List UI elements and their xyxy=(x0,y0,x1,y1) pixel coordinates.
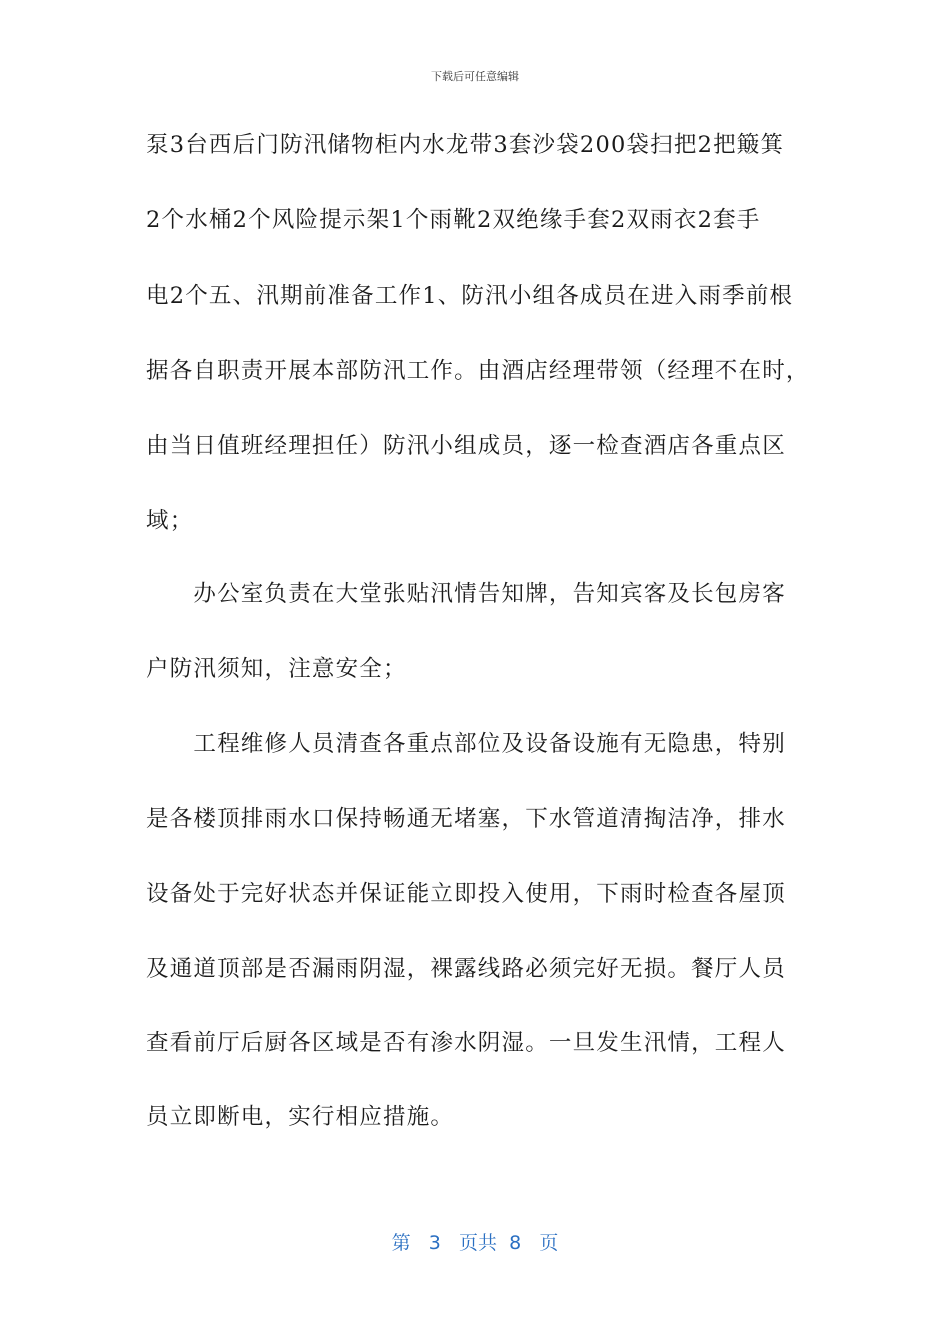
text-line: 办公室负责在大堂张贴汛情告知牌，告知宾客及长包房客 xyxy=(146,581,786,607)
text-line: 员立即断电，实行相应措施。 xyxy=(146,1104,455,1130)
page-footer xyxy=(0,1228,950,1255)
text-line: 工程维修人员清查各重点部位及设备设施有无隐患，特别 xyxy=(146,731,786,757)
footer-page-current: 3 xyxy=(428,1232,441,1254)
text-line: 户防汛须知，注意安全； xyxy=(146,656,407,682)
text-line: 设备处于完好状态并保证能立即投入使用，下雨时检查各屋顶 xyxy=(146,881,786,907)
text-line: 查看前厅后厨各区域是否有渗水阴湿。一旦发生汛情，工程人 xyxy=(146,1030,786,1056)
footer-page-suffix: 页 xyxy=(539,1232,559,1254)
text-line: 由当日值班经理担任）防汛小组成员，逐一检查酒店各重点区 xyxy=(146,433,786,459)
footer-page-prefix: 第 xyxy=(391,1232,411,1254)
text-line: 是各楼顶排雨水口保持畅通无堵塞，下水管道清掏洁净，排水 xyxy=(146,806,786,832)
text-line: 2个水桶2个风险提示架1个雨靴2双绝缘手套2双雨衣2套手 xyxy=(146,207,761,233)
text-line: 泵3台西后门防汛储物柜内水龙带3套沙袋200袋扫把2把簸箕 xyxy=(146,132,785,158)
text-line: 及通道顶部是否漏雨阴湿，裸露线路必须完好无损。餐厅人员 xyxy=(146,956,786,982)
footer-page-middle: 页共 xyxy=(459,1232,498,1254)
text-line: 域； xyxy=(146,508,194,534)
footer-page-total: 8 xyxy=(509,1232,522,1254)
text-line: 电2个五、汛期前准备工作1、防汛小组各成员在进入雨季前根 xyxy=(146,283,794,309)
text-line: 据各自职责开展本部防汛工作。由酒店经理带领（经理不在时， xyxy=(146,358,810,384)
header-note: 下载后可任意编辑 xyxy=(431,70,519,83)
